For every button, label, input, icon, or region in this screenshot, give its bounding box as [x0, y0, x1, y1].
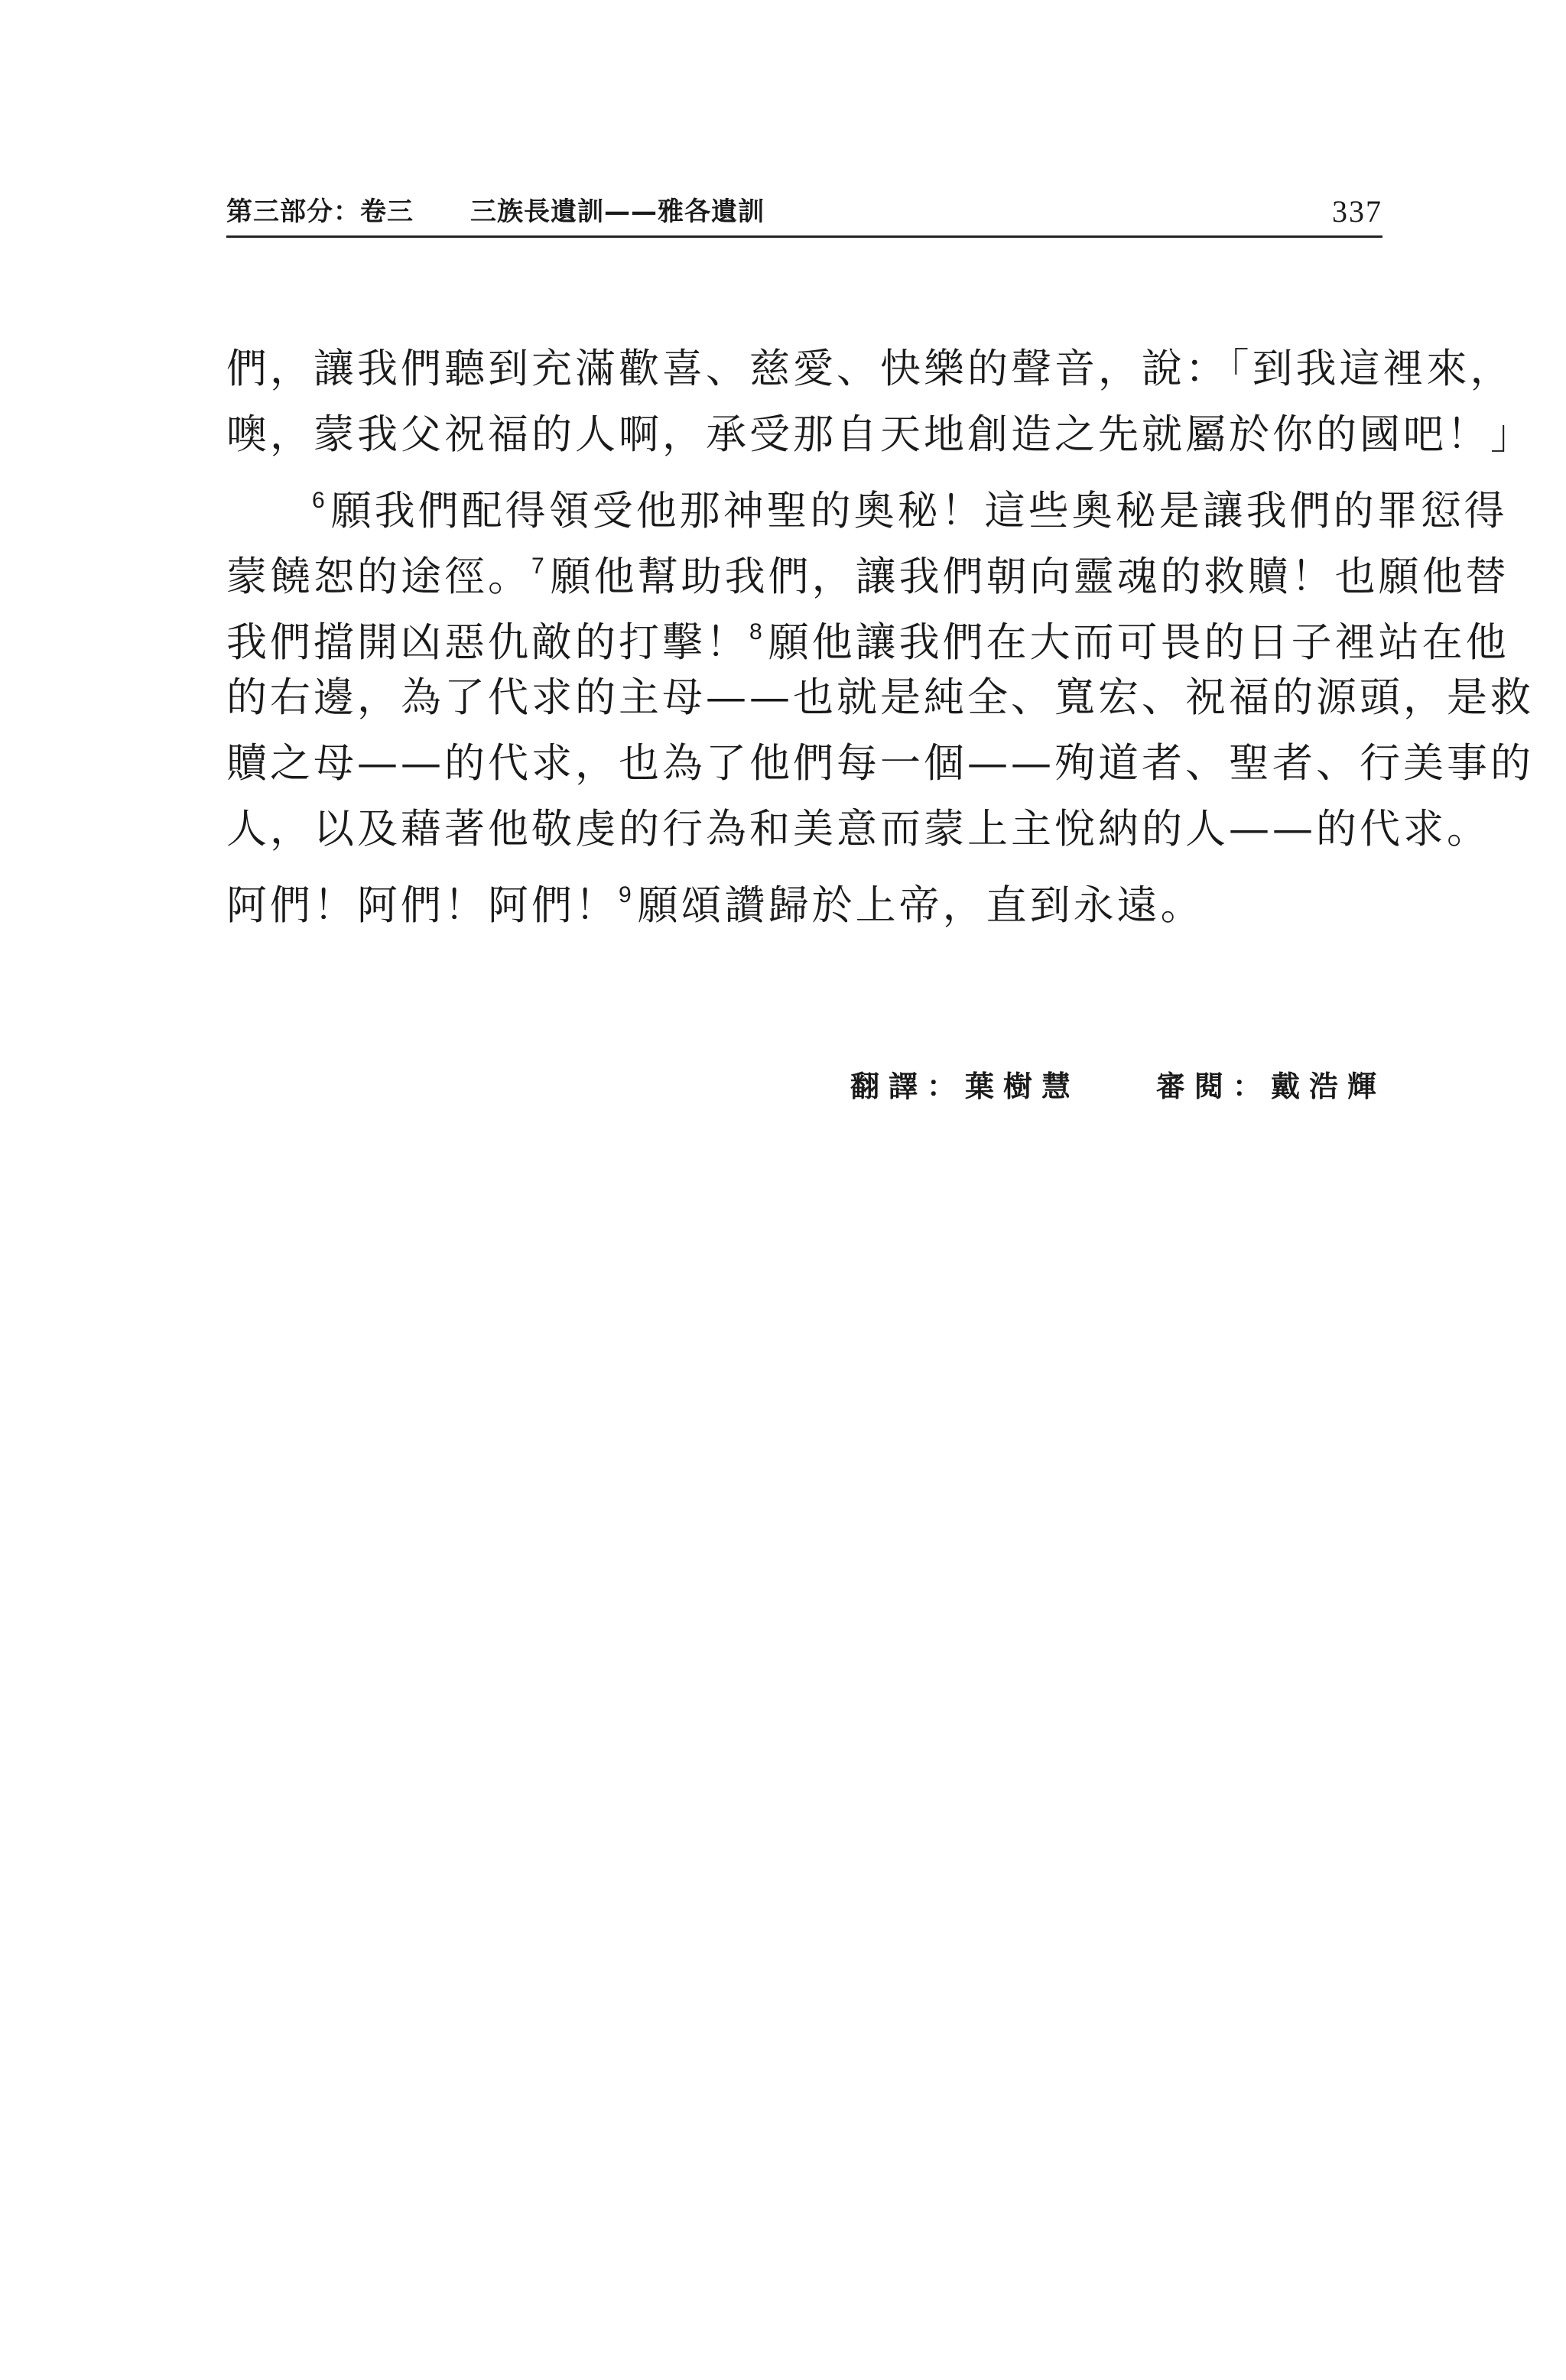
verse-text: 阿們！阿們！阿們！ — [226, 882, 619, 929]
page-number: 337 — [1332, 194, 1382, 229]
credits — [850, 1063, 1386, 1105]
text-line: 的右邊，為了代求的主母——也就是純全、寬宏、祝福的源頭，是救 — [226, 674, 1534, 721]
body-text — [226, 336, 1534, 929]
text-line — [226, 468, 1508, 534]
running-header — [226, 190, 1382, 238]
text-line: 贖之母——的代求，也為了他們每一個——殉道者、聖者、行美事的 — [226, 740, 1534, 787]
verse-text: 蒙饒恕的途徑。 — [226, 554, 531, 600]
text-line: 人，以及藉著他敬虔的行為和美意而蒙上主悅納的人——的代求。 — [226, 806, 1490, 852]
text-line — [226, 534, 1509, 600]
verse-text: 願他幫助我們，讓我們朝向靈魂的救贖！也願他替 — [550, 554, 1509, 600]
text-line — [226, 599, 1509, 666]
reviewer-credit: 審閱：戴浩輝 — [1155, 1070, 1386, 1103]
verse-number: 6 — [312, 488, 325, 513]
chapter-title: 三族長遺訓——雅各遺訓 — [470, 196, 765, 227]
verse-text: 我們擋開凶惡仇敵的打擊！ — [226, 619, 749, 666]
header-left — [226, 190, 765, 228]
section-label: 第三部分：卷三 — [226, 196, 414, 227]
verse-text: 願頌讚歸於上帝，直到永遠。 — [637, 882, 1204, 929]
translator-credit: 翻譯：葉樹慧 — [850, 1070, 1080, 1103]
text-line: 噢，蒙我父祝福的人啊，承受那自天地創造之先就屬於你的國吧！」 — [226, 411, 1534, 458]
text-line: 們，讓我們聽到充滿歡喜、慈愛、快樂的聲音，說：「到我這裡來， — [226, 346, 1514, 392]
verse-number: 8 — [749, 619, 762, 645]
verse-number: 7 — [531, 554, 544, 579]
verse-text: 願我們配得領受他那神聖的奧秘！這些奧秘是讓我們的罪愆得 — [330, 488, 1508, 534]
verse-number: 9 — [619, 882, 632, 908]
verse-text: 願他讓我們在大而可畏的日子裡站在他 — [768, 619, 1509, 666]
text-line — [226, 862, 1386, 928]
